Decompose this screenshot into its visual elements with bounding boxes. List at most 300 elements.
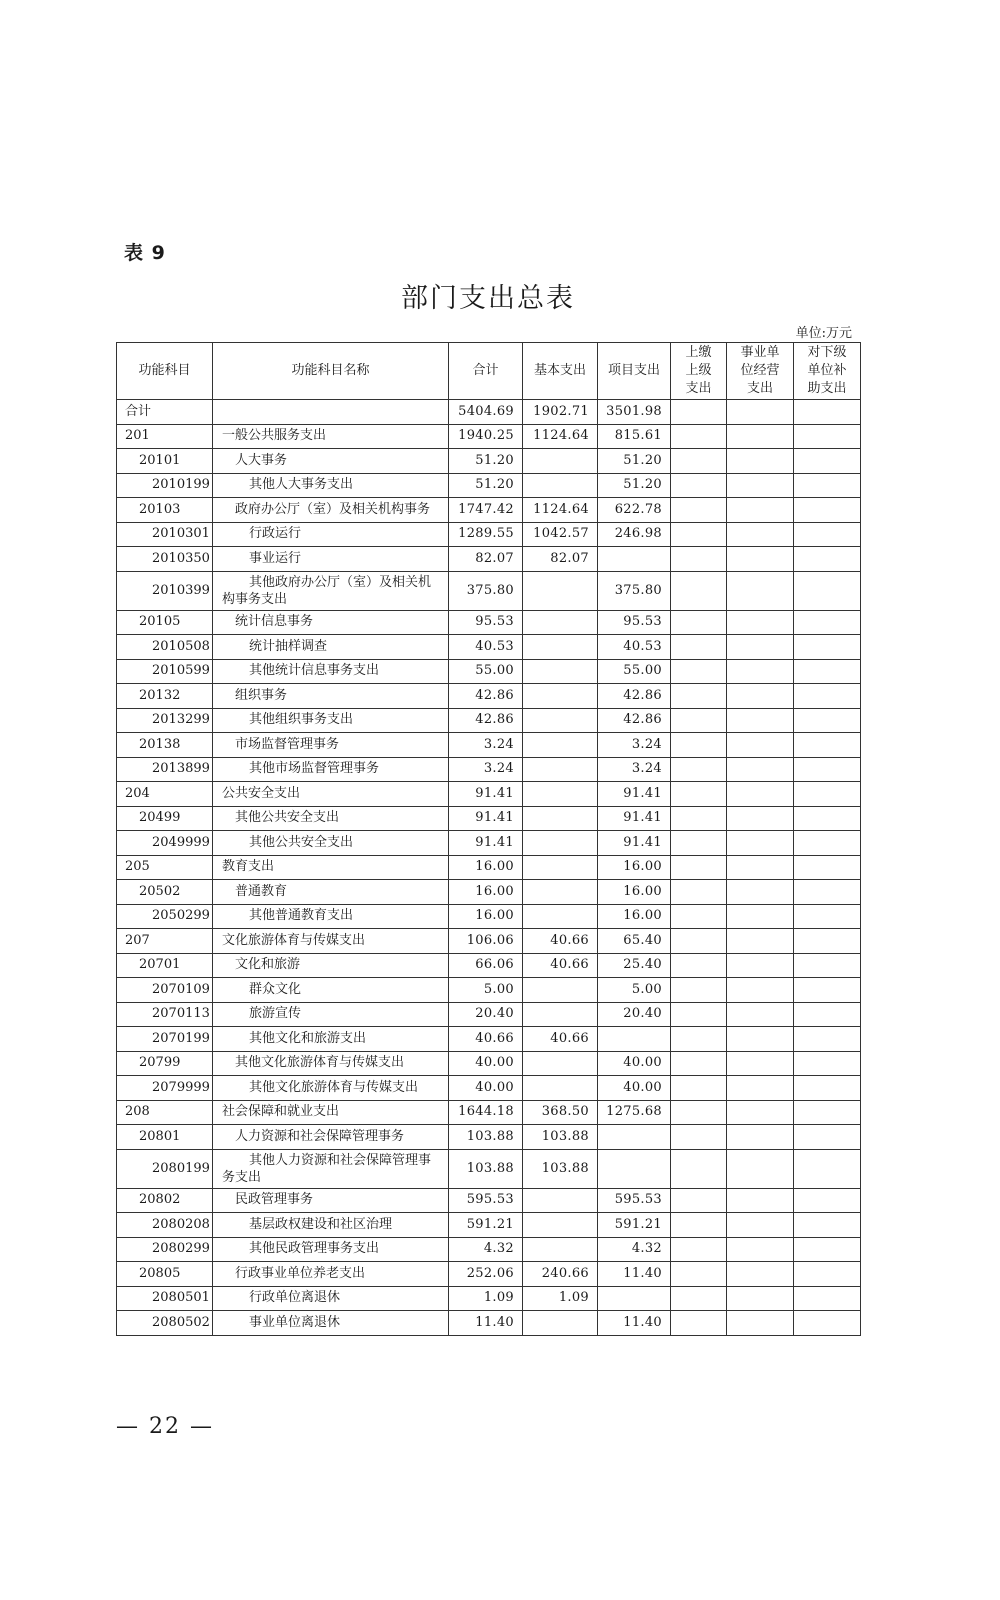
function-code-cell: 20805 <box>117 1262 213 1287</box>
upper-remittance-cell <box>671 498 727 523</box>
subsidy-lower-cell <box>794 400 861 425</box>
subsidy-lower-cell <box>794 904 861 929</box>
business-expenditure-cell <box>727 1076 794 1101</box>
total-cell: 91.41 <box>449 831 523 856</box>
total-cell: 1644.18 <box>449 1100 523 1125</box>
upper-remittance-cell <box>671 733 727 758</box>
project-expenditure-cell: 91.41 <box>598 806 671 831</box>
header-upper-remittance <box>671 343 727 400</box>
project-expenditure-cell: 11.40 <box>598 1262 671 1287</box>
basic-expenditure-cell: 240.66 <box>523 1262 598 1287</box>
function-code-cell: 2010508 <box>117 635 213 660</box>
subsidy-lower-cell <box>794 757 861 782</box>
total-cell: 3.24 <box>449 757 523 782</box>
table-row <box>117 473 861 498</box>
business-expenditure-cell <box>727 953 794 978</box>
business-expenditure-cell <box>727 659 794 684</box>
function-code-cell: 2080299 <box>117 1237 213 1262</box>
business-expenditure-cell <box>727 1237 794 1262</box>
total-cell: 40.53 <box>449 635 523 660</box>
project-expenditure-cell: 4.32 <box>598 1237 671 1262</box>
header-line: 支出 <box>685 381 712 396</box>
basic-expenditure-cell <box>523 806 598 831</box>
table-row <box>117 757 861 782</box>
total-cell: 595.53 <box>449 1188 523 1213</box>
table-row <box>117 1027 861 1052</box>
total-cell: 252.06 <box>449 1262 523 1287</box>
subsidy-lower-cell <box>794 733 861 758</box>
total-cell: 1289.55 <box>449 522 523 547</box>
function-code-cell: 2013299 <box>117 708 213 733</box>
function-name-cell: 其他政府办公厅（室）及相关机构事务支出 <box>213 571 449 610</box>
function-name-cell: 统计抽样调查 <box>213 635 449 660</box>
basic-expenditure-cell: 103.88 <box>523 1125 598 1150</box>
function-name-cell: 事业运行 <box>213 547 449 572</box>
table-row <box>117 929 861 954</box>
project-expenditure-cell: 3501.98 <box>598 400 671 425</box>
total-cell: 1.09 <box>449 1286 523 1311</box>
upper-remittance-cell <box>671 522 727 547</box>
function-name-cell: 行政事业单位养老支出 <box>213 1262 449 1287</box>
business-expenditure-cell <box>727 757 794 782</box>
function-name-cell: 其他文化旅游体育与传媒支出 <box>213 1051 449 1076</box>
project-expenditure-cell: 40.53 <box>598 635 671 660</box>
expenditure-table <box>116 342 861 1336</box>
table-row <box>117 449 861 474</box>
total-cell: 55.00 <box>449 659 523 684</box>
total-cell: 11.40 <box>449 1311 523 1336</box>
function-name-cell: 其他统计信息事务支出 <box>213 659 449 684</box>
project-expenditure-cell: 51.20 <box>598 449 671 474</box>
page-number: — 22 — <box>116 1414 214 1439</box>
basic-expenditure-cell <box>523 1213 598 1238</box>
business-expenditure-cell <box>727 929 794 954</box>
function-name-cell: 其他公共安全支出 <box>213 831 449 856</box>
table-row <box>117 978 861 1003</box>
function-code-cell: 2070199 <box>117 1027 213 1052</box>
basic-expenditure-cell <box>523 733 598 758</box>
total-cell: 51.20 <box>449 473 523 498</box>
project-expenditure-cell: 20.40 <box>598 1002 671 1027</box>
total-cell: 3.24 <box>449 733 523 758</box>
subsidy-lower-cell <box>794 1311 861 1336</box>
function-name-cell: 其他文化旅游体育与传媒支出 <box>213 1076 449 1101</box>
upper-remittance-cell <box>671 1100 727 1125</box>
project-expenditure-cell: 65.40 <box>598 929 671 954</box>
header-line: 项目支出 <box>607 363 660 378</box>
upper-remittance-cell <box>671 782 727 807</box>
business-expenditure-cell <box>727 522 794 547</box>
function-name-cell: 其他公共安全支出 <box>213 806 449 831</box>
subsidy-lower-cell <box>794 1188 861 1213</box>
project-expenditure-cell <box>598 1286 671 1311</box>
function-code-cell: 2010199 <box>117 473 213 498</box>
upper-remittance-cell <box>671 473 727 498</box>
basic-expenditure-cell: 40.66 <box>523 953 598 978</box>
business-expenditure-cell <box>727 449 794 474</box>
business-expenditure-cell <box>727 1100 794 1125</box>
table-row <box>117 610 861 635</box>
function-name-cell: 其他人大事务支出 <box>213 473 449 498</box>
table-row <box>117 1213 861 1238</box>
table-row <box>117 1286 861 1311</box>
function-code-cell: 2080501 <box>117 1286 213 1311</box>
subsidy-lower-cell <box>794 1002 861 1027</box>
function-name-cell: 人大事务 <box>213 449 449 474</box>
total-cell: 40.00 <box>449 1051 523 1076</box>
function-code-cell: 20103 <box>117 498 213 523</box>
basic-expenditure-cell: 368.50 <box>523 1100 598 1125</box>
upper-remittance-cell <box>671 855 727 880</box>
project-expenditure-cell: 622.78 <box>598 498 671 523</box>
total-cell: 66.06 <box>449 953 523 978</box>
function-code-cell: 205 <box>117 855 213 880</box>
project-expenditure-cell: 16.00 <box>598 855 671 880</box>
function-code-cell: 20801 <box>117 1125 213 1150</box>
table-row <box>117 498 861 523</box>
function-name-cell: 民政管理事务 <box>213 1188 449 1213</box>
table-row <box>117 806 861 831</box>
function-name-cell: 组织事务 <box>213 684 449 709</box>
function-code-cell: 2079999 <box>117 1076 213 1101</box>
function-code-cell: 208 <box>117 1100 213 1125</box>
total-cell: 16.00 <box>449 904 523 929</box>
function-code-cell: 2070109 <box>117 978 213 1003</box>
function-code-cell: 20132 <box>117 684 213 709</box>
table-row <box>117 635 861 660</box>
subsidy-lower-cell <box>794 635 861 660</box>
table-row <box>117 1076 861 1101</box>
basic-expenditure-cell <box>523 1188 598 1213</box>
upper-remittance-cell <box>671 1002 727 1027</box>
function-name-cell: 其他民政管理事务支出 <box>213 1237 449 1262</box>
subsidy-lower-cell <box>794 659 861 684</box>
function-code-cell: 2080199 <box>117 1149 213 1188</box>
upper-remittance-cell <box>671 449 727 474</box>
project-expenditure-cell: 3.24 <box>598 733 671 758</box>
basic-expenditure-cell <box>523 684 598 709</box>
function-code-cell: 2080208 <box>117 1213 213 1238</box>
function-name-cell: 基层政权建设和社区治理 <box>213 1213 449 1238</box>
subsidy-lower-cell <box>794 424 861 449</box>
total-cell: 106.06 <box>449 929 523 954</box>
function-code-cell: 201 <box>117 424 213 449</box>
function-code-cell: 20499 <box>117 806 213 831</box>
header-line: 对下级 <box>807 345 847 360</box>
project-expenditure-cell <box>598 547 671 572</box>
project-expenditure-cell <box>598 1027 671 1052</box>
upper-remittance-cell <box>671 929 727 954</box>
table-row <box>117 424 861 449</box>
header-subsidy-lower <box>794 343 861 400</box>
basic-expenditure-cell <box>523 782 598 807</box>
header-function-code <box>117 343 213 400</box>
project-expenditure-cell: 375.80 <box>598 571 671 610</box>
function-name-cell: 普通教育 <box>213 880 449 905</box>
header-total <box>449 343 523 400</box>
basic-expenditure-cell <box>523 1051 598 1076</box>
upper-remittance-cell <box>671 904 727 929</box>
total-cell: 4.32 <box>449 1237 523 1262</box>
header-line: 位经营 <box>740 363 780 378</box>
upper-remittance-cell <box>671 1051 727 1076</box>
function-code-cell: 20105 <box>117 610 213 635</box>
upper-remittance-cell <box>671 659 727 684</box>
total-cell: 40.66 <box>449 1027 523 1052</box>
table-label: 表 9 <box>124 242 166 264</box>
function-code-cell: 20799 <box>117 1051 213 1076</box>
header-line: 上级 <box>685 363 712 378</box>
business-expenditure-cell <box>727 424 794 449</box>
table-row <box>117 1149 861 1188</box>
header-line: 助支出 <box>807 381 847 396</box>
project-expenditure-cell: 91.41 <box>598 831 671 856</box>
table-row <box>117 904 861 929</box>
upper-remittance-cell <box>671 400 727 425</box>
subsidy-lower-cell <box>794 782 861 807</box>
project-expenditure-cell: 5.00 <box>598 978 671 1003</box>
project-expenditure-cell: 815.61 <box>598 424 671 449</box>
basic-expenditure-cell: 40.66 <box>523 929 598 954</box>
header-line: 功能科目 <box>138 363 191 378</box>
business-expenditure-cell <box>727 806 794 831</box>
function-name-cell: 人力资源和社会保障管理事务 <box>213 1125 449 1150</box>
project-expenditure-cell: 25.40 <box>598 953 671 978</box>
business-expenditure-cell <box>727 1262 794 1287</box>
subsidy-lower-cell <box>794 978 861 1003</box>
subsidy-lower-cell <box>794 831 861 856</box>
table-row <box>117 684 861 709</box>
header-line: 支出 <box>746 381 773 396</box>
function-name-cell: 其他人力资源和社会保障管理事务支出 <box>213 1149 449 1188</box>
table-row <box>117 1188 861 1213</box>
function-name-cell: 社会保障和就业支出 <box>213 1100 449 1125</box>
basic-expenditure-cell <box>523 880 598 905</box>
function-name-cell: 政府办公厅（室）及相关机构事务 <box>213 498 449 523</box>
upper-remittance-cell <box>671 684 727 709</box>
upper-remittance-cell <box>671 610 727 635</box>
basic-expenditure-cell: 1124.64 <box>523 424 598 449</box>
unit-note: 单位:万元 <box>795 326 852 341</box>
project-expenditure-cell: 42.86 <box>598 708 671 733</box>
table-row <box>117 1125 861 1150</box>
table-row <box>117 571 861 610</box>
business-expenditure-cell <box>727 1286 794 1311</box>
table-row <box>117 831 861 856</box>
project-expenditure-cell: 40.00 <box>598 1076 671 1101</box>
table-row <box>117 522 861 547</box>
function-code-cell: 20802 <box>117 1188 213 1213</box>
business-expenditure-cell <box>727 733 794 758</box>
basic-expenditure-cell <box>523 1237 598 1262</box>
upper-remittance-cell <box>671 424 727 449</box>
upper-remittance-cell <box>671 1125 727 1150</box>
table-body <box>117 400 861 1336</box>
project-expenditure-cell: 11.40 <box>598 1311 671 1336</box>
subsidy-lower-cell <box>794 1286 861 1311</box>
total-cell: 91.41 <box>449 782 523 807</box>
subsidy-lower-cell <box>794 1149 861 1188</box>
table-row <box>117 547 861 572</box>
header-business-expenditure <box>727 343 794 400</box>
table-row <box>117 659 861 684</box>
header-line: 上缴 <box>685 345 712 360</box>
project-expenditure-cell: 95.53 <box>598 610 671 635</box>
basic-expenditure-cell <box>523 659 598 684</box>
subsidy-lower-cell <box>794 855 861 880</box>
upper-remittance-cell <box>671 1286 727 1311</box>
basic-expenditure-cell <box>523 708 598 733</box>
header-line: 功能科目名称 <box>291 363 370 378</box>
business-expenditure-cell <box>727 571 794 610</box>
upper-remittance-cell <box>671 1237 727 1262</box>
table-row <box>117 1262 861 1287</box>
function-code-cell: 2049999 <box>117 831 213 856</box>
total-cell: 51.20 <box>449 449 523 474</box>
basic-expenditure-cell <box>523 635 598 660</box>
function-name-cell: 群众文化 <box>213 978 449 1003</box>
function-code-cell: 20101 <box>117 449 213 474</box>
total-cell: 91.41 <box>449 806 523 831</box>
basic-expenditure-cell <box>523 831 598 856</box>
function-code-cell: 2010350 <box>117 547 213 572</box>
basic-expenditure-cell <box>523 855 598 880</box>
subsidy-lower-cell <box>794 1076 861 1101</box>
total-cell: 40.00 <box>449 1076 523 1101</box>
basic-expenditure-cell: 1902.71 <box>523 400 598 425</box>
header-line: 合计 <box>472 363 499 378</box>
total-cell: 375.80 <box>449 571 523 610</box>
business-expenditure-cell <box>727 708 794 733</box>
subsidy-lower-cell <box>794 449 861 474</box>
function-name-cell: 文化和旅游 <box>213 953 449 978</box>
project-expenditure-cell: 3.24 <box>598 757 671 782</box>
function-code-cell: 2070113 <box>117 1002 213 1027</box>
table-row <box>117 1100 861 1125</box>
upper-remittance-cell <box>671 1149 727 1188</box>
subsidy-lower-cell <box>794 806 861 831</box>
function-name-cell: 一般公共服务支出 <box>213 424 449 449</box>
upper-remittance-cell <box>671 635 727 660</box>
header-line: 基本支出 <box>533 363 586 378</box>
upper-remittance-cell <box>671 1213 727 1238</box>
upper-remittance-cell <box>671 757 727 782</box>
function-code-cell: 2010599 <box>117 659 213 684</box>
basic-expenditure-cell: 82.07 <box>523 547 598 572</box>
function-name-cell <box>213 400 449 425</box>
project-expenditure-cell: 16.00 <box>598 880 671 905</box>
upper-remittance-cell <box>671 953 727 978</box>
project-expenditure-cell: 42.86 <box>598 684 671 709</box>
project-expenditure-cell: 40.00 <box>598 1051 671 1076</box>
function-code-cell: 20502 <box>117 880 213 905</box>
total-cell: 5.00 <box>449 978 523 1003</box>
business-expenditure-cell <box>727 904 794 929</box>
function-name-cell: 公共安全支出 <box>213 782 449 807</box>
business-expenditure-cell <box>727 498 794 523</box>
upper-remittance-cell <box>671 1188 727 1213</box>
table-row <box>117 953 861 978</box>
basic-expenditure-cell <box>523 571 598 610</box>
page-title: 部门支出总表 <box>401 283 575 314</box>
business-expenditure-cell <box>727 1125 794 1150</box>
project-expenditure-cell: 51.20 <box>598 473 671 498</box>
table-row <box>117 733 861 758</box>
business-expenditure-cell <box>727 855 794 880</box>
subsidy-lower-cell <box>794 953 861 978</box>
total-cell: 1747.42 <box>449 498 523 523</box>
project-expenditure-cell: 595.53 <box>598 1188 671 1213</box>
upper-remittance-cell <box>671 1076 727 1101</box>
project-expenditure-cell <box>598 1149 671 1188</box>
basic-expenditure-cell <box>523 1076 598 1101</box>
subsidy-lower-cell <box>794 1100 861 1125</box>
total-cell: 1940.25 <box>449 424 523 449</box>
project-expenditure-cell <box>598 1125 671 1150</box>
upper-remittance-cell <box>671 1027 727 1052</box>
subsidy-lower-cell <box>794 571 861 610</box>
upper-remittance-cell <box>671 708 727 733</box>
function-name-cell: 事业单位离退休 <box>213 1311 449 1336</box>
business-expenditure-cell <box>727 400 794 425</box>
table-row <box>117 1051 861 1076</box>
function-name-cell: 教育支出 <box>213 855 449 880</box>
table-row <box>117 708 861 733</box>
function-code-cell: 207 <box>117 929 213 954</box>
upper-remittance-cell <box>671 806 727 831</box>
header-line: 事业单 <box>740 345 780 360</box>
upper-remittance-cell <box>671 1311 727 1336</box>
total-cell: 591.21 <box>449 1213 523 1238</box>
total-cell: 103.88 <box>449 1125 523 1150</box>
header-row <box>117 343 861 400</box>
function-code-cell: 2050299 <box>117 904 213 929</box>
function-name-cell: 旅游宣传 <box>213 1002 449 1027</box>
basic-expenditure-cell <box>523 473 598 498</box>
total-cell: 103.88 <box>449 1149 523 1188</box>
subsidy-lower-cell <box>794 1051 861 1076</box>
function-name-cell: 行政运行 <box>213 522 449 547</box>
business-expenditure-cell <box>727 1311 794 1336</box>
business-expenditure-cell <box>727 473 794 498</box>
business-expenditure-cell <box>727 831 794 856</box>
subsidy-lower-cell <box>794 473 861 498</box>
function-name-cell: 统计信息事务 <box>213 610 449 635</box>
subsidy-lower-cell <box>794 498 861 523</box>
basic-expenditure-cell <box>523 978 598 1003</box>
header-function-name <box>213 343 449 400</box>
total-cell: 16.00 <box>449 880 523 905</box>
function-name-cell: 市场监督管理事务 <box>213 733 449 758</box>
subsidy-lower-cell <box>794 1213 861 1238</box>
project-expenditure-cell: 1275.68 <box>598 1100 671 1125</box>
function-code-cell: 2080502 <box>117 1311 213 1336</box>
basic-expenditure-cell <box>523 610 598 635</box>
basic-expenditure-cell <box>523 1311 598 1336</box>
upper-remittance-cell <box>671 1262 727 1287</box>
basic-expenditure-cell: 1124.64 <box>523 498 598 523</box>
basic-expenditure-cell: 40.66 <box>523 1027 598 1052</box>
upper-remittance-cell <box>671 547 727 572</box>
function-code-cell: 合计 <box>117 400 213 425</box>
basic-expenditure-cell: 1042.57 <box>523 522 598 547</box>
basic-expenditure-cell <box>523 757 598 782</box>
business-expenditure-cell <box>727 610 794 635</box>
function-name-cell: 行政单位离退休 <box>213 1286 449 1311</box>
subsidy-lower-cell <box>794 522 861 547</box>
function-name-cell: 文化旅游体育与传媒支出 <box>213 929 449 954</box>
total-cell: 5404.69 <box>449 400 523 425</box>
